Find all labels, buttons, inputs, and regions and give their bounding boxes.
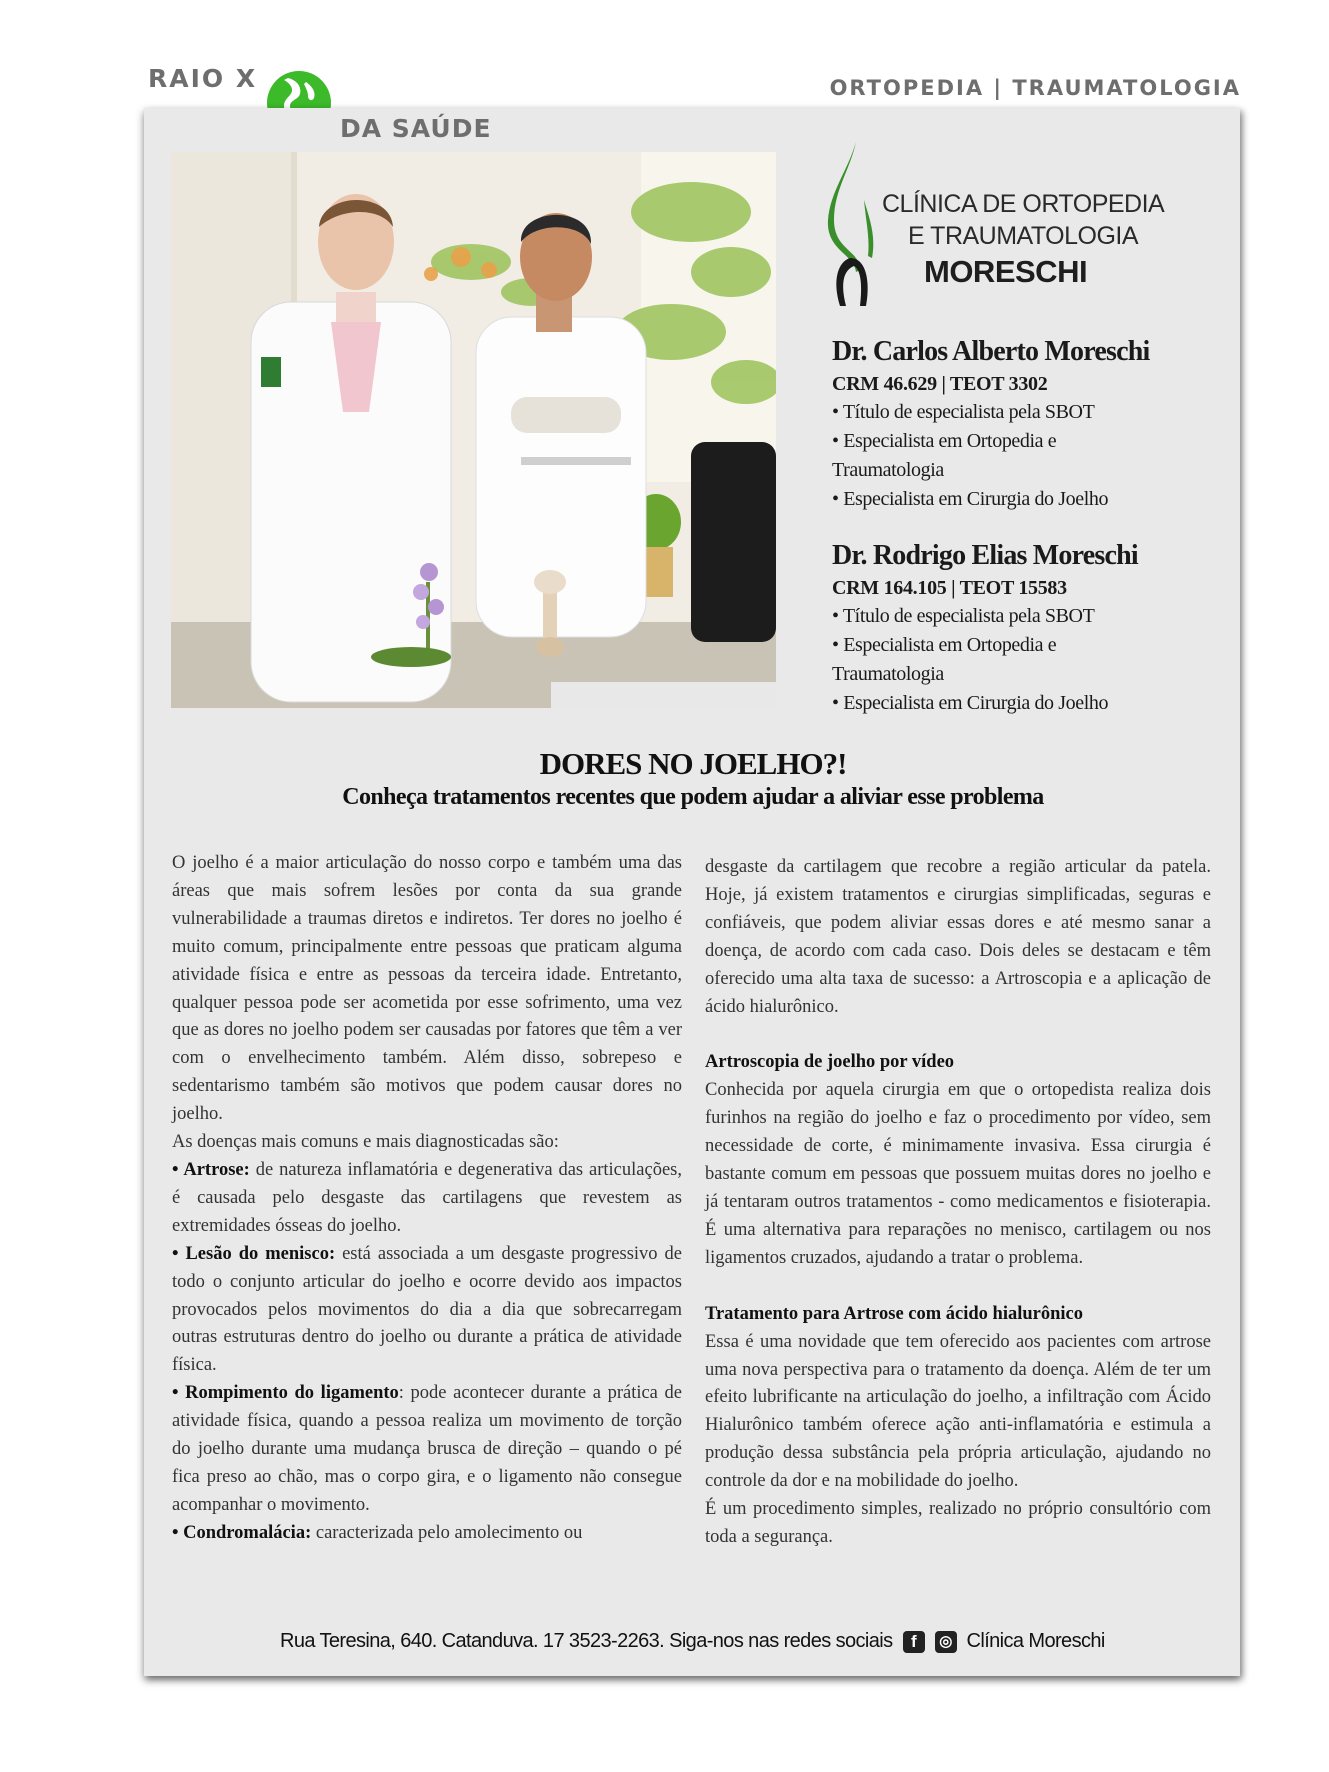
- credential-item: • Especialista em Ortopedia e: [832, 634, 1057, 656]
- footer-contact: [280, 1630, 1105, 1653]
- term: • Artrose:: [172, 1159, 250, 1180]
- article-headline: DORES NO JOELHO?!: [539, 746, 847, 781]
- article-column-right: [705, 854, 1211, 1552]
- credential-item: • Título de especialista pela SBOT: [832, 605, 1095, 627]
- doctor-crm: CRM 46.629 | TEOT 3302: [832, 373, 1048, 395]
- section-heading-artrose: Tratamento para Artrose com ácido hialurônico: [705, 1303, 1084, 1324]
- doctor-crm: CRM 164.105 | TEOT 15583: [832, 577, 1067, 599]
- term: • Condromalácia:: [172, 1522, 312, 1543]
- clinic-name-line3: MORESCHI: [924, 254, 1088, 289]
- definition: de natureza inflamatória e degenerativa das articulações, é causada pelo desgaste das cartilagens que revestem as extremidades ósseas do joelho.: [172, 1159, 682, 1236]
- term: • Lesão do menisco:: [172, 1243, 336, 1264]
- definition: caracterizada pelo amolecimento ou: [311, 1522, 583, 1543]
- doctor-card-rodrigo: [832, 538, 1232, 718]
- masthead-raio-x: RAIO X: [148, 64, 258, 93]
- credential-item: Traumatologia: [832, 459, 944, 481]
- doctors-photo-illustration: [171, 152, 776, 708]
- social-handle: Clínica Moreschi: [966, 1630, 1105, 1652]
- doctor-card-carlos: [832, 334, 1232, 514]
- credential-item: Traumatologia: [832, 663, 944, 685]
- doctor-credentials: [832, 602, 1232, 718]
- section-text-artroscopia: Conhecida por aquela cirurgia em que o ortopedista realiza dois furinhos na região do joelho e faz o procedimento por vídeo, sem necessidade de corte, é minimamente invasiva. Essa cirurgia é bastante comum em pessoas que possuem muitas dores no joelho e já tentaram outros tratamentos - como medicamentos e fisioterapia. É uma alternativa para reparações no menisco, cartilagem ou nos ligamentos cruzados, ajudando a tratar o problema.: [705, 1080, 1211, 1268]
- credential-item: • Especialista em Cirurgia do Joelho: [832, 488, 1109, 510]
- list-item-artrose: [172, 1157, 682, 1241]
- doctors-photo: [171, 152, 776, 708]
- list-item-ligamento: [172, 1380, 682, 1520]
- credential-item: • Especialista em Cirurgia do Joelho: [832, 692, 1109, 714]
- doctor-name: Dr. Carlos Alberto Moreschi: [832, 336, 1150, 367]
- footer-address: Rua Teresina, 640. Catanduva. 17 3523-2263. Siga-nos nas redes sociais: [280, 1630, 893, 1652]
- clinic-logo-icon: [820, 140, 880, 312]
- facebook-icon[interactable]: f: [903, 1631, 925, 1653]
- definition: está associada a um desgaste progressivo de todo o conjunto articular do joelho e ocorre devido aos impactos provocados pelos movimentos do dia a dia que sobrecarregam outras estruturas dentro do joelho ou durante a prática de atividade física.: [172, 1243, 682, 1376]
- continuation-paragraph: desgaste da cartilagem que recobre a região articular da patela. Hoje, já existem tratamentos e cirurgias simplificadas, seguras e confiáveis, que podem aliviar essas dores e até mesmo sanar a doença, de acordo com cada caso. Dois deles se destacam e têm oferecido uma alta taxa de sucesso: a Artroscopia e a aplicação de ácido hialurônico.: [705, 857, 1211, 1017]
- doctor-name: Dr. Rodrigo Elias Moreschi: [832, 540, 1138, 571]
- list-item-condromalacia: [172, 1520, 682, 1548]
- definition: : pode acontecer durante a prática de atividade física, quando a pessoa realiza um movimento de torção do joelho durante uma mudança brusca de direção – quando o pé fica preso ao chão, mas o corpo gira, e o ligamento não consegue acompanhar o movimento.: [172, 1383, 682, 1515]
- intro-paragraph: O joelho é a maior articulação do nosso corpo e também uma das áreas que mais sofrem lesões por conta da sua grande vulnerabilidade a traumas diretos e indiretos. Ter dores no joelho é muito comum, principalmente entre pessoas que praticam alguma atividade física e entre as pessoas da terceira idade. Entretanto, qualquer pessoa pode ser acometida por esse sofrimento, uma vez que as dores no joelho podem ser causadas por fatores que têm a ver com o envelhecimento também. Além disso, sobrepeso e sedentarismo também são motivos que podem causar dores no joelho.: [172, 853, 682, 1125]
- list-intro: As doenças mais comuns e mais diagnosticadas são:: [172, 1132, 559, 1153]
- credential-item: • Especialista em Ortopedia e: [832, 430, 1057, 452]
- masthead-da-saude: DA SAÚDE: [340, 114, 492, 143]
- article-subheadline: Conheça tratamentos recentes que podem ajudar a aliviar esse problema: [342, 784, 1044, 810]
- credential-item: • Título de especialista pela SBOT: [832, 401, 1095, 423]
- section-label: ORTOPEDIA | TRAUMATOLOGIA: [829, 76, 1241, 100]
- section-heading-artroscopia: Artroscopia de joelho por vídeo: [705, 1052, 955, 1073]
- term: • Rompimento do ligamento: [172, 1383, 399, 1404]
- article-column-left: [172, 850, 682, 1548]
- doctor-credentials: [832, 398, 1232, 514]
- section-text-artrose: Essa é uma novidade que tem oferecido aos pacientes com artrose uma nova perspectiva para o tratamento da doença. Além de ter um efeito lubrificante na articulação do joelho, a infiltração com Ácido Hialurônico também oferece ação anti-inflamatória e estimula a produção dessa substância pela própria articulação, ajudando no controle da dor e na mobilidade do joelho.: [705, 1331, 1211, 1492]
- closing-paragraph: É um procedimento simples, realizado no próprio consultório com toda a segurança.: [705, 1499, 1211, 1547]
- list-item-menisco: [172, 1241, 682, 1381]
- instagram-icon[interactable]: ◎: [935, 1631, 957, 1653]
- clinic-name-line2: E TRAUMATOLOGIA: [908, 222, 1139, 250]
- clinic-name-line1: CLÍNICA DE ORTOPEDIA: [882, 190, 1165, 218]
